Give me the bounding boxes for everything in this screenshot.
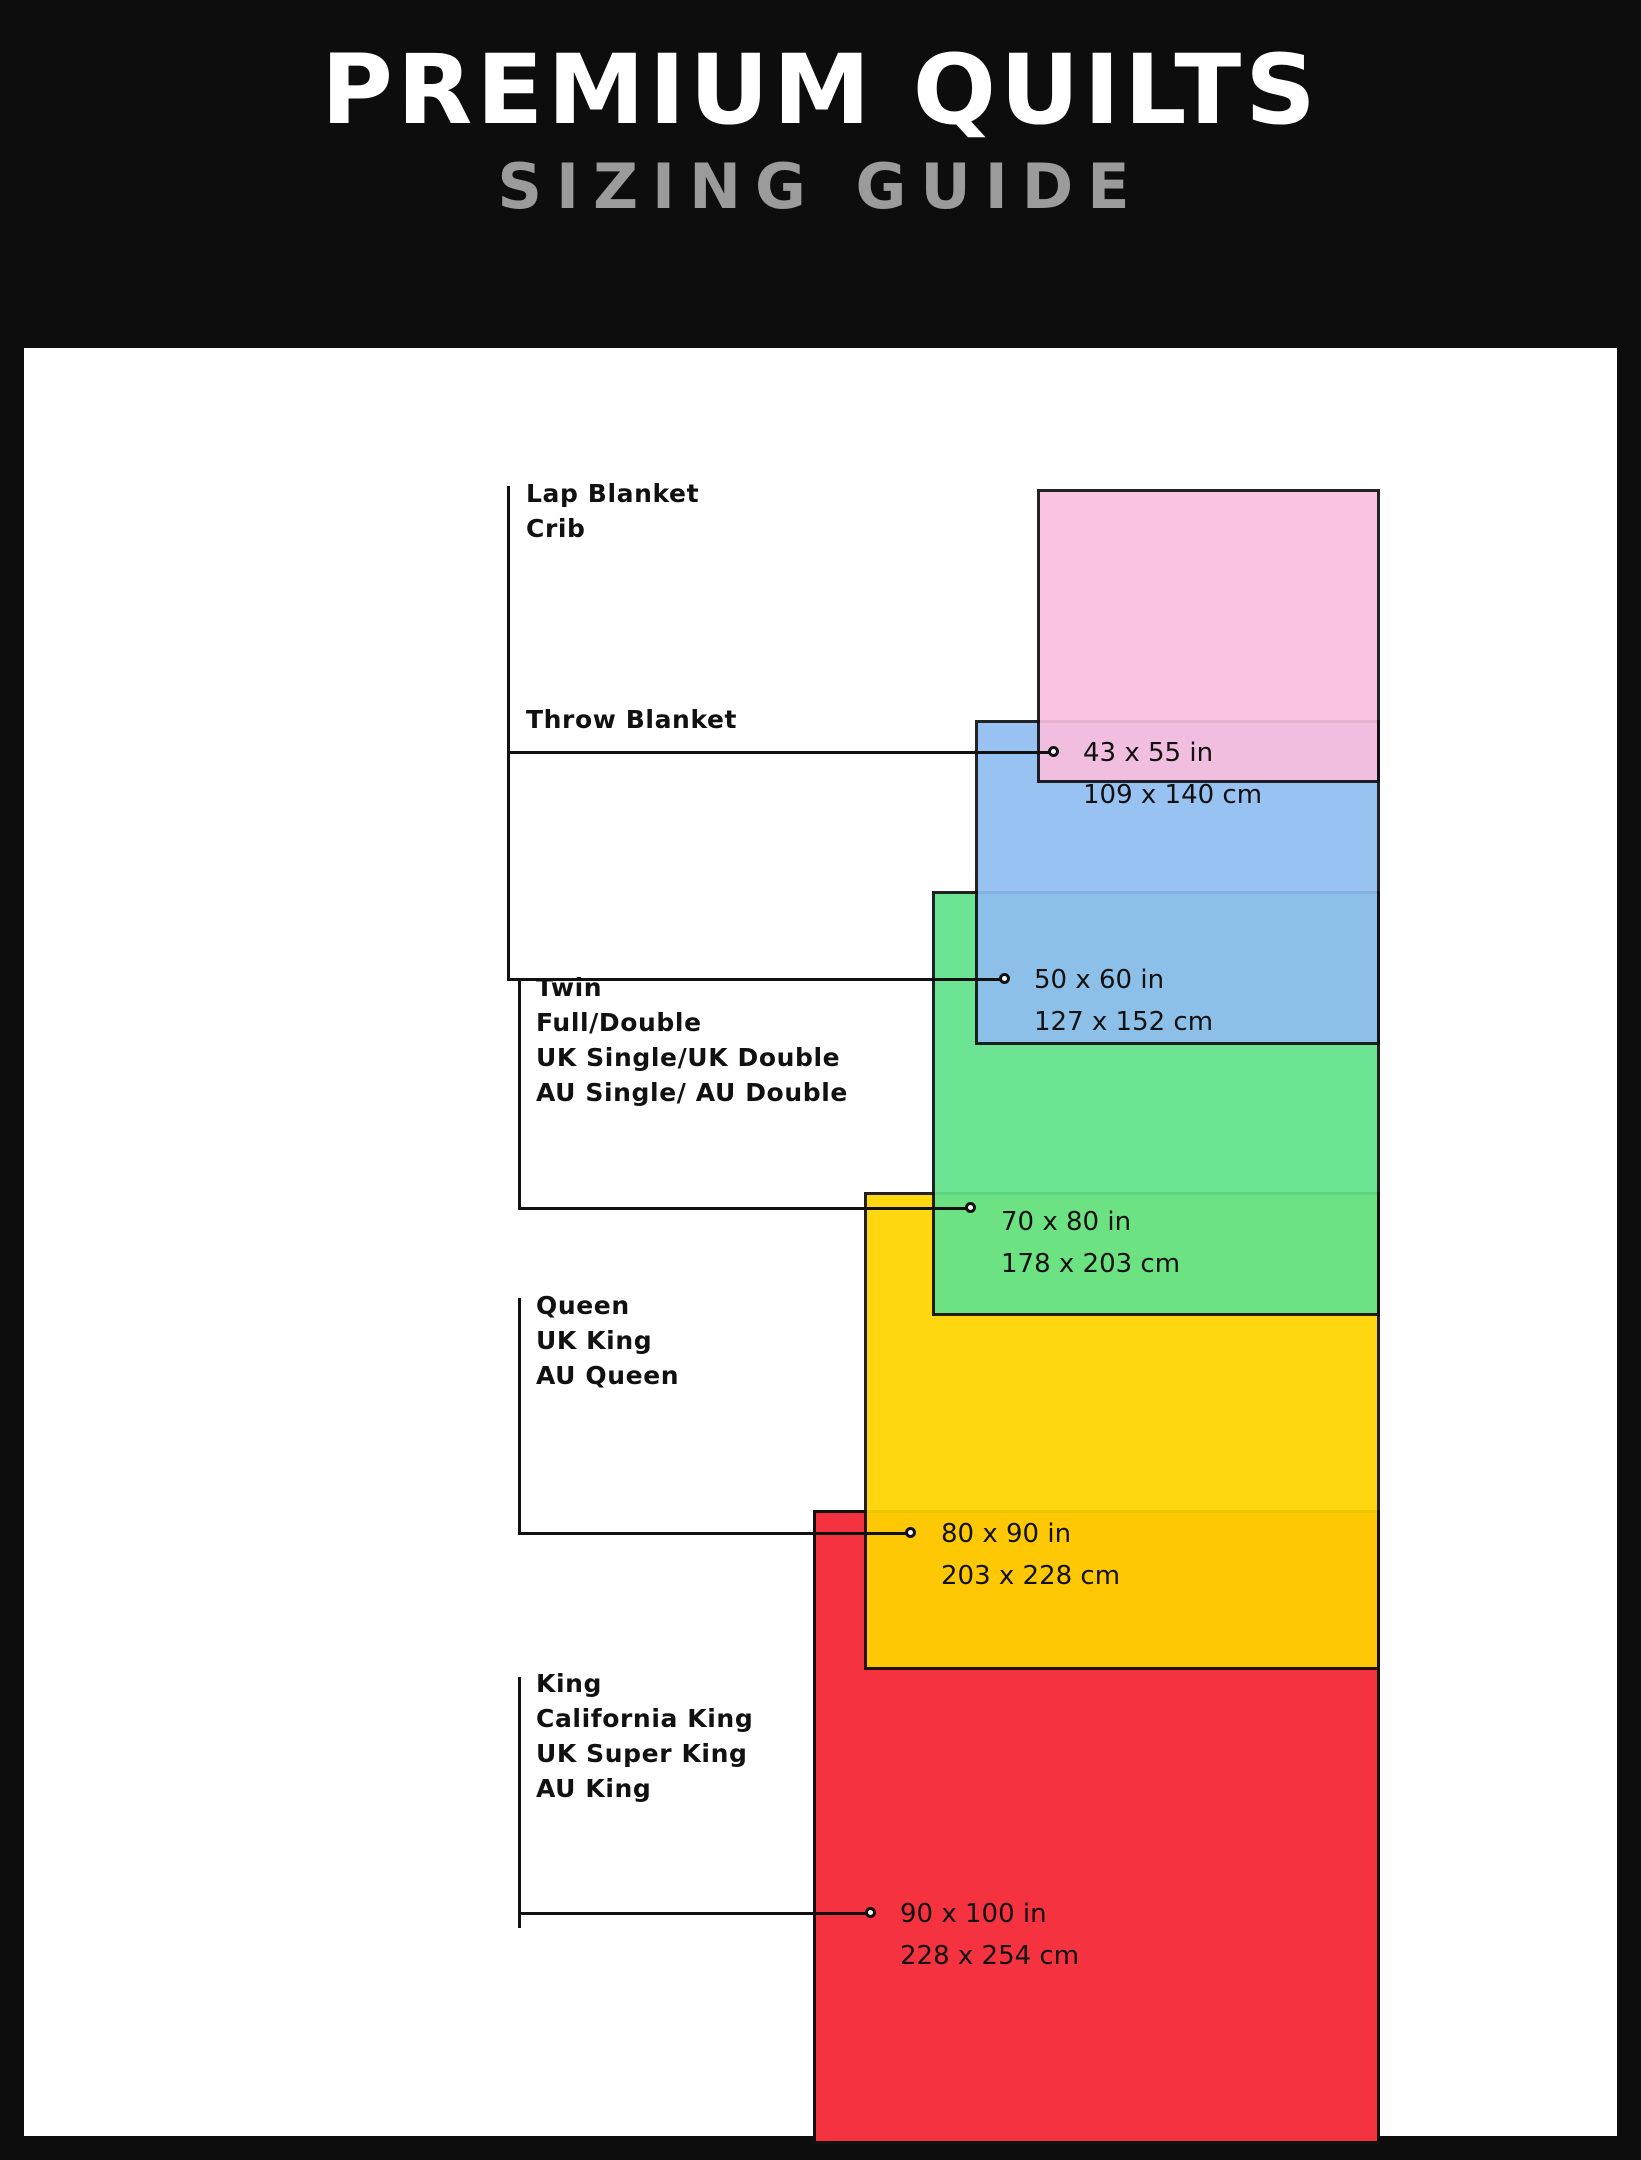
dimensions-throw-cm: 127 x 152 cm [1034,1007,1214,1037]
leader-line-horizontal-king [518,1912,870,1915]
label-california-king: California King [536,1704,754,1733]
label-twin: Twin [536,973,603,1002]
label-uk-single-double: UK Single/UK Double [536,1043,841,1072]
dimensions-king-inches: 90 x 100 in [900,1899,1047,1929]
chart-card [24,348,1617,2136]
dimensions-twin-full [1001,1201,1180,1285]
dimensions-lap-crib-cm: 109 x 140 cm [1083,780,1263,810]
label-au-king: AU King [536,1774,652,1803]
label-lap-blanket: Lap Blanket [526,479,700,508]
dimensions-lap-crib-inches: 43 x 55 in [1083,738,1214,768]
dimensions-twin-full-inches: 70 x 80 in [1001,1207,1132,1237]
poster-header [0,0,1641,330]
leader-line-horizontal-queen [518,1532,910,1535]
page-subtitle: SIZING GUIDE [497,150,1144,223]
leader-line-vertical-twin-full [518,980,521,1210]
label-queen: Queen [536,1291,630,1320]
label-group-lap-crib [526,476,699,546]
leader-line-horizontal-twin-full [518,1207,970,1210]
label-king: King [536,1669,603,1698]
label-uk-king: UK King [536,1326,653,1355]
dimensions-throw [1034,959,1213,1043]
quilt-size-chart [24,348,1617,2136]
dimensions-king-cm: 228 x 254 cm [900,1941,1080,1971]
dimensions-queen [941,1513,1120,1597]
leader-dot-twin-full [965,1202,976,1213]
label-throw-blanket: Throw Blanket [526,705,738,734]
dimensions-throw-inches: 50 x 60 in [1034,965,1165,995]
dimensions-queen-inches: 80 x 90 in [941,1519,1072,1549]
leader-dot-lap-crib [1048,746,1059,757]
leader-dot-king [865,1907,876,1918]
leader-dot-throw [999,973,1010,984]
leader-line-horizontal-lap-crib [507,751,1052,754]
leader-dot-queen [905,1527,916,1538]
dimensions-king [900,1893,1079,1977]
label-crib: Crib [526,514,586,543]
label-uk-super-king: UK Super King [536,1739,748,1768]
label-au-single-double: AU Single/ AU Double [536,1078,848,1107]
dimensions-twin-full-cm: 178 x 203 cm [1001,1249,1181,1279]
leader-line-vertical-queen [518,1298,521,1535]
dimensions-queen-cm: 203 x 228 cm [941,1561,1121,1591]
label-group-queen [536,1288,679,1393]
leader-line-vertical-king [518,1677,521,1928]
label-group-king [536,1666,753,1806]
label-group-throw [526,702,737,737]
dimensions-lap-crib [1083,732,1262,816]
label-group-twin-full [536,970,848,1110]
leader-line-vertical-throw [507,713,510,981]
page-title: PREMIUM QUILTS [321,34,1320,146]
label-full-double: Full/Double [536,1008,702,1037]
label-au-queen: AU Queen [536,1361,680,1390]
